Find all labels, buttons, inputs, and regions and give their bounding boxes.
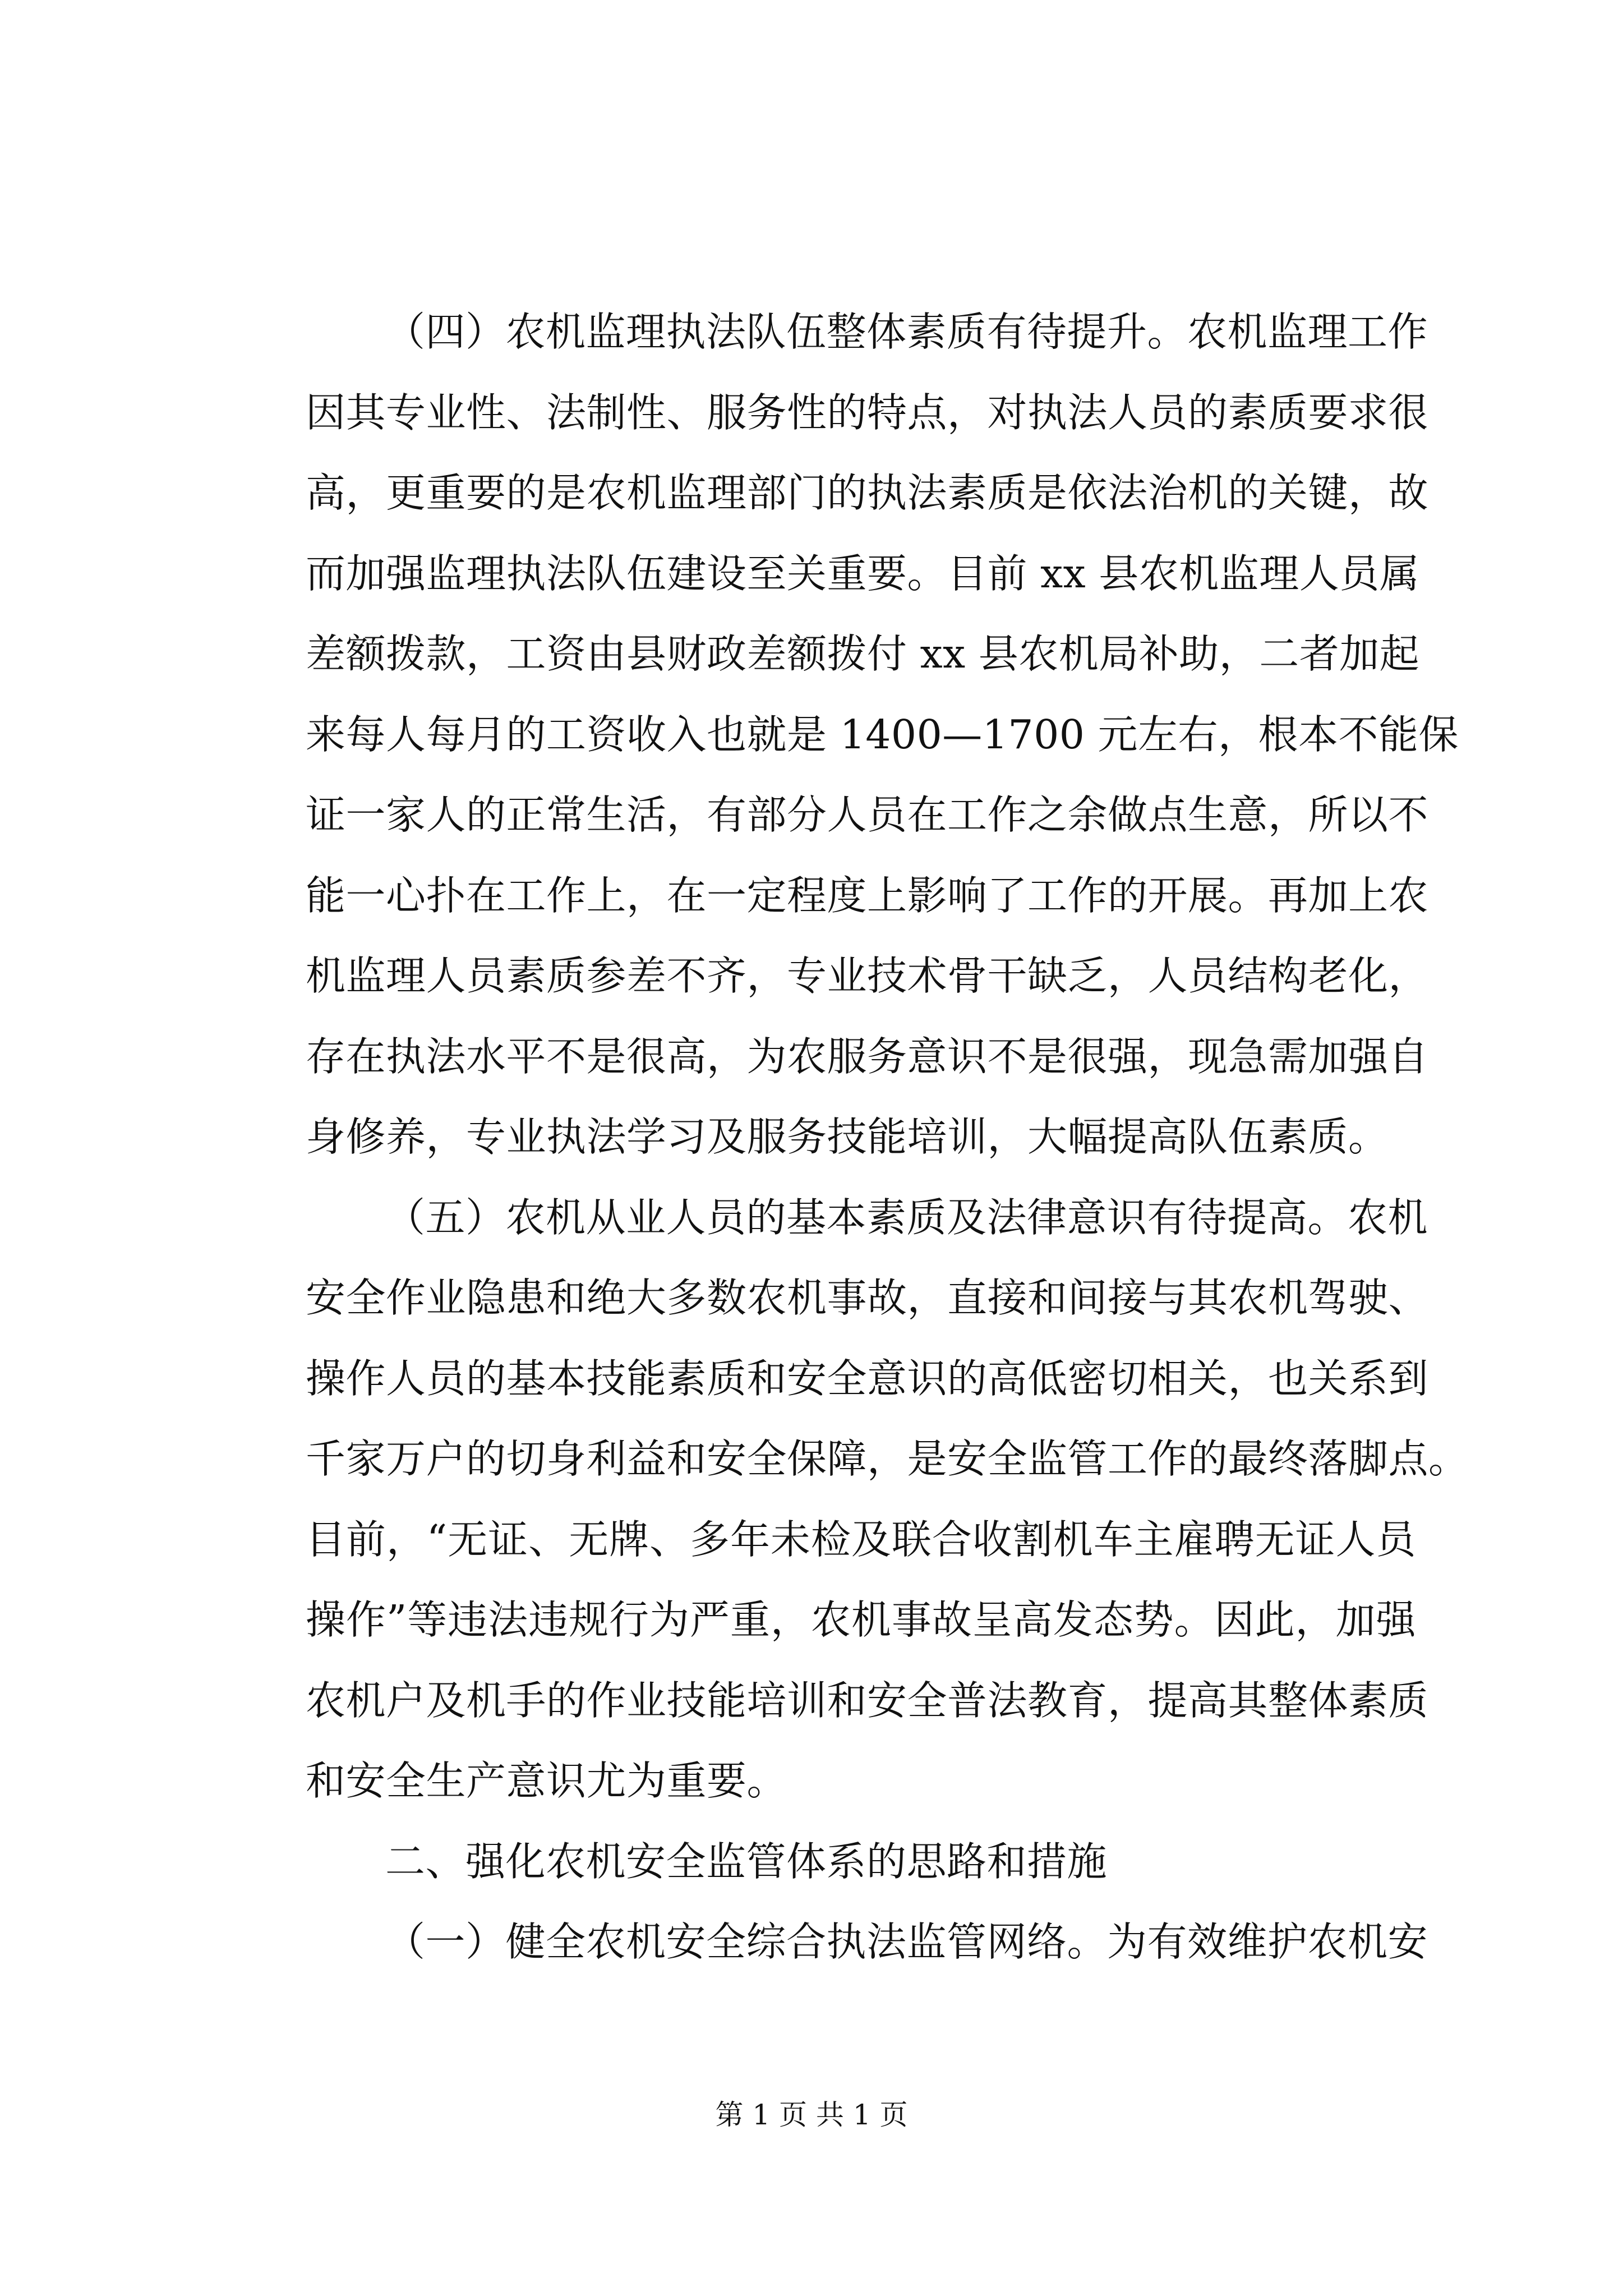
- paragraph-line: 安全作业隐患和绝大多数农机事故，直接和间接与其农机驾驶、: [306, 1274, 1429, 1321]
- paragraph-line: 存在执法水平不是很高，为农服务意识不是很强，现急需加强自: [306, 1033, 1429, 1080]
- document-body: [306, 292, 1469, 1982]
- section-heading: 二、强化农机安全监管体系的思路和措施: [385, 1838, 1108, 1885]
- page-number-footer: 第 1 页 共 1 页: [715, 2099, 908, 2131]
- paragraph-line: 能一心扑在工作上，在一定程度上影响了工作的开展。再加上农: [306, 872, 1429, 919]
- paragraph-line: （一）健全农机安全综合执法监管网络。为有效维护农机安: [385, 1918, 1428, 1965]
- paragraph-line: 目前，“无证、无牌、多年未检及联合收割机车主雇聘无证人员: [306, 1516, 1416, 1563]
- paragraph-line: 机监理人员素质参差不齐，专业技术骨干缺乏，人员结构老化，: [306, 953, 1429, 999]
- paragraph-line: 操作人员的基本技能素质和安全意识的高低密切相关，也关系到: [306, 1355, 1429, 1402]
- paragraph-line: （五）农机从业人员的基本素质及法律意识有待提高。农机: [385, 1194, 1428, 1241]
- paragraph-line: 农机户及机手的作业技能培训和安全普法教育，提高其整体素质: [306, 1677, 1429, 1724]
- paragraph-line: 而加强监理执法队伍建设至关重要。目前 xx 县农机监理人员属: [306, 550, 1420, 597]
- paragraph-line: 因其专业性、法制性、服务性的特点，对执法人员的素质要求很: [306, 389, 1429, 436]
- paragraph-line: 差额拨款，工资由县财政差额拨付 xx 县农机局补助，二者加起: [306, 631, 1420, 677]
- paragraph-line: 高，更重要的是农机监理部门的执法素质是依法治机的关键，故: [306, 470, 1429, 516]
- paragraph-line: 操作”等违法违规行为严重，农机事故呈高发态势。因此，加强: [306, 1596, 1416, 1643]
- paragraph-line: 来每人每月的工资收入也就是 1400—1700 元左右，根本不能保: [306, 711, 1459, 758]
- paragraph-line: 证一家人的正常生活，有部分人员在工作之余做点生意，所以不: [306, 792, 1429, 838]
- paragraph-line: 身修养，专业执法学习及服务技能培训，大幅提高队伍素质。: [306, 1114, 1389, 1160]
- paragraph-line: 和安全生产意识尤为重要。: [306, 1757, 787, 1804]
- paragraph-line: （四）农机监理执法队伍整体素质有待提升。农机监理工作: [385, 309, 1428, 355]
- paragraph-line: 千家万户的切身利益和安全保障，是安全监管工作的最终落脚点。: [306, 1435, 1469, 1482]
